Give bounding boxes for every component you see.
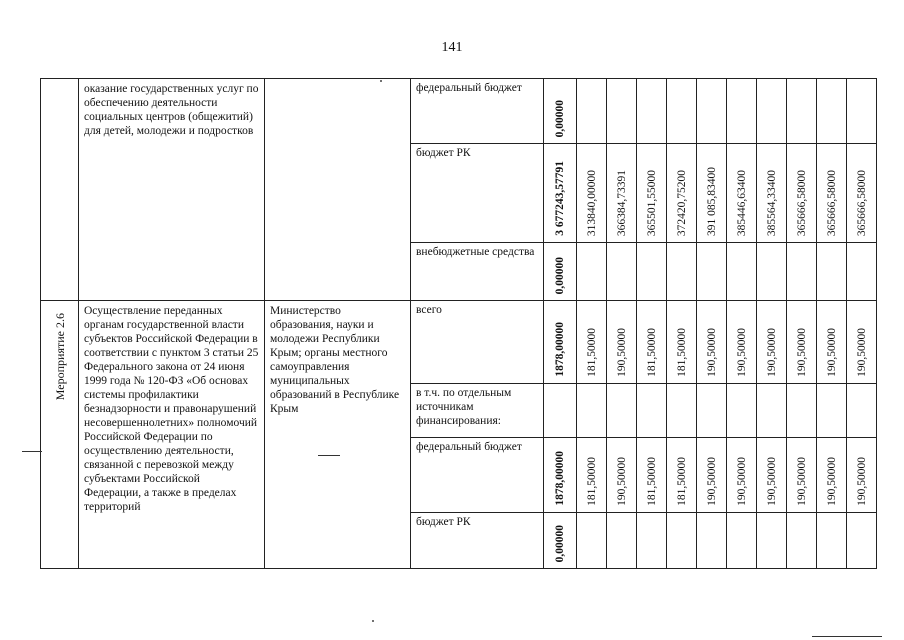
value-cell [847, 79, 877, 144]
value-cell [787, 144, 817, 243]
value-cell [697, 438, 727, 513]
table-cell [79, 301, 265, 569]
value-cell [727, 243, 757, 301]
value-cell [847, 438, 877, 513]
vertical-value: 0,00000 [554, 524, 566, 562]
vertical-value: 365501,55000 [645, 169, 658, 236]
vertical-value: 0,00000 [554, 99, 566, 137]
value-cell [817, 513, 847, 569]
value-cell [817, 438, 847, 513]
value-cell [727, 144, 757, 243]
vertical-value: 0,00000 [554, 256, 566, 294]
scan-mark [318, 455, 340, 456]
value-cell [787, 513, 817, 569]
scan-mark [812, 636, 882, 637]
table-cell [79, 79, 265, 301]
value-cell [544, 513, 577, 569]
value-cell [667, 438, 697, 513]
value-cell [577, 438, 607, 513]
vertical-value: 385564,33400 [765, 169, 778, 236]
value-cell [577, 513, 607, 569]
value-cell [817, 144, 847, 243]
value-cell [847, 144, 877, 243]
vertical-value: 181,50000 [585, 328, 598, 377]
value-cell [697, 144, 727, 243]
empty-cell [41, 79, 79, 301]
vertical-value: Мероприятие 2.6 [52, 313, 67, 401]
value-cell [637, 384, 667, 438]
table-cell [411, 513, 544, 569]
cell-text: федеральный бюджет [416, 441, 522, 453]
value-cell [697, 79, 727, 144]
value-cell [697, 301, 727, 384]
value-cell [667, 243, 697, 301]
table-cell [411, 438, 544, 513]
value-cell [697, 243, 727, 301]
table-cell [265, 301, 411, 569]
cell-text: всего [416, 304, 442, 316]
value-cell [544, 144, 577, 243]
vertical-value: 313840,00000 [585, 169, 598, 236]
value-cell [787, 79, 817, 144]
value-cell [757, 243, 787, 301]
vertical-value: 181,50000 [645, 457, 658, 506]
cell-text: в т.ч. по отдельным источникам финансирования: [416, 387, 512, 427]
vertical-value: 190,50000 [765, 328, 778, 377]
value-cell [41, 301, 79, 569]
table-row [41, 79, 877, 144]
value-cell [817, 79, 847, 144]
value-cell [577, 144, 607, 243]
value-cell [577, 243, 607, 301]
value-cell [607, 243, 637, 301]
value-cell [544, 438, 577, 513]
vertical-value: 190,50000 [615, 328, 628, 377]
value-cell [727, 384, 757, 438]
page-number: 141 [441, 40, 463, 55]
value-cell [697, 513, 727, 569]
value-cell [637, 243, 667, 301]
value-cell [607, 79, 637, 144]
value-cell [637, 513, 667, 569]
vertical-value: 385446,63400 [735, 169, 748, 236]
vertical-value: 190,50000 [855, 328, 868, 377]
table-row [41, 301, 877, 384]
cell-text: федеральный бюджет [416, 82, 522, 94]
value-cell [607, 301, 637, 384]
vertical-value: 190,50000 [735, 328, 748, 377]
table-cell [411, 243, 544, 301]
value-cell [607, 384, 637, 438]
value-cell [544, 384, 577, 438]
scan-dot [372, 620, 374, 622]
value-cell [727, 301, 757, 384]
vertical-value: 190,50000 [855, 457, 868, 506]
vertical-value: 181,50000 [585, 457, 598, 506]
value-cell [847, 513, 877, 569]
cell-text: бюджет РК [416, 147, 471, 159]
cell-text: оказание государственных услуг по обеспечению деятельности социальных центров (общежитий) для детей, молодежи и подростков [84, 83, 259, 137]
value-cell [847, 384, 877, 438]
cell-text: Осуществление переданных органам государственной власти субъектов Российской Федерации в соответствии с пунктом 3 статьи 25 Федерального закона от 24 июня 1999 года № 120-ФЗ «Об основах системы профилактики безнадзорности и правонарушений несовершеннолетних» полномочий Российской Федерации по осуществлению деятельности, связанной с перевозкой между субъектами Российской Федерации, а также в пределах территорий [84, 305, 259, 513]
value-cell [847, 243, 877, 301]
value-cell [757, 144, 787, 243]
vertical-value: 365666,58000 [825, 169, 838, 236]
scan-mark [22, 451, 42, 452]
value-cell [817, 301, 847, 384]
value-cell [817, 243, 847, 301]
cell-text: внебюджетные средства [416, 246, 535, 258]
table-cell [411, 144, 544, 243]
value-cell [667, 144, 697, 243]
table-cell [411, 384, 544, 438]
vertical-value: 181,50000 [645, 328, 658, 377]
vertical-value: 190,50000 [825, 457, 838, 506]
value-cell [757, 301, 787, 384]
value-cell [667, 79, 697, 144]
value-cell [727, 438, 757, 513]
vertical-value: 190,50000 [705, 457, 718, 506]
value-cell [577, 79, 607, 144]
value-cell [577, 384, 607, 438]
vertical-value: 372420,75200 [675, 169, 688, 236]
vertical-value: 1878,00000 [554, 322, 566, 377]
value-cell [817, 384, 847, 438]
value-cell [667, 384, 697, 438]
value-cell [637, 79, 667, 144]
value-cell [727, 79, 757, 144]
vertical-value: 190,50000 [705, 328, 718, 377]
vertical-value: 366384,73391 [615, 169, 628, 236]
vertical-value: 190,50000 [825, 328, 838, 377]
cell-text: бюджет РК [416, 516, 471, 528]
value-cell [757, 79, 787, 144]
vertical-value: 181,50000 [675, 457, 688, 506]
value-cell [607, 513, 637, 569]
value-cell [727, 513, 757, 569]
vertical-value: 190,50000 [795, 457, 808, 506]
table-cell [411, 79, 544, 144]
value-cell [607, 438, 637, 513]
scan-dot [380, 80, 382, 82]
value-cell [667, 513, 697, 569]
budget-table [40, 78, 877, 569]
empty-cell [265, 79, 411, 301]
vertical-value: 190,50000 [615, 457, 628, 506]
vertical-value: 3 677243,57791 [554, 161, 566, 236]
value-cell [757, 384, 787, 438]
value-cell [847, 301, 877, 384]
value-cell [787, 384, 817, 438]
table-cell [411, 301, 544, 384]
vertical-value: 391 085,83400 [705, 167, 718, 236]
vertical-value: 181,50000 [675, 328, 688, 377]
value-cell [757, 438, 787, 513]
cell-text: Министерство образования, науки и молодежи Республики Крым; органы местного самоуправления муниципальных образований в Республике Крым [270, 305, 400, 415]
vertical-value: 1878,00000 [554, 451, 566, 506]
value-cell [577, 301, 607, 384]
value-cell [757, 513, 787, 569]
value-cell [544, 79, 577, 144]
vertical-value: 190,50000 [795, 328, 808, 377]
value-cell [544, 301, 577, 384]
value-cell [787, 301, 817, 384]
value-cell [637, 144, 667, 243]
vertical-value: 190,50000 [735, 457, 748, 506]
vertical-value: 365666,58000 [795, 169, 808, 236]
value-cell [637, 301, 667, 384]
vertical-value: 190,50000 [765, 457, 778, 506]
value-cell [544, 243, 577, 301]
value-cell [607, 144, 637, 243]
value-cell [787, 243, 817, 301]
value-cell [697, 384, 727, 438]
vertical-value: 365666,58000 [855, 169, 868, 236]
value-cell [667, 301, 697, 384]
value-cell [637, 438, 667, 513]
value-cell [787, 438, 817, 513]
